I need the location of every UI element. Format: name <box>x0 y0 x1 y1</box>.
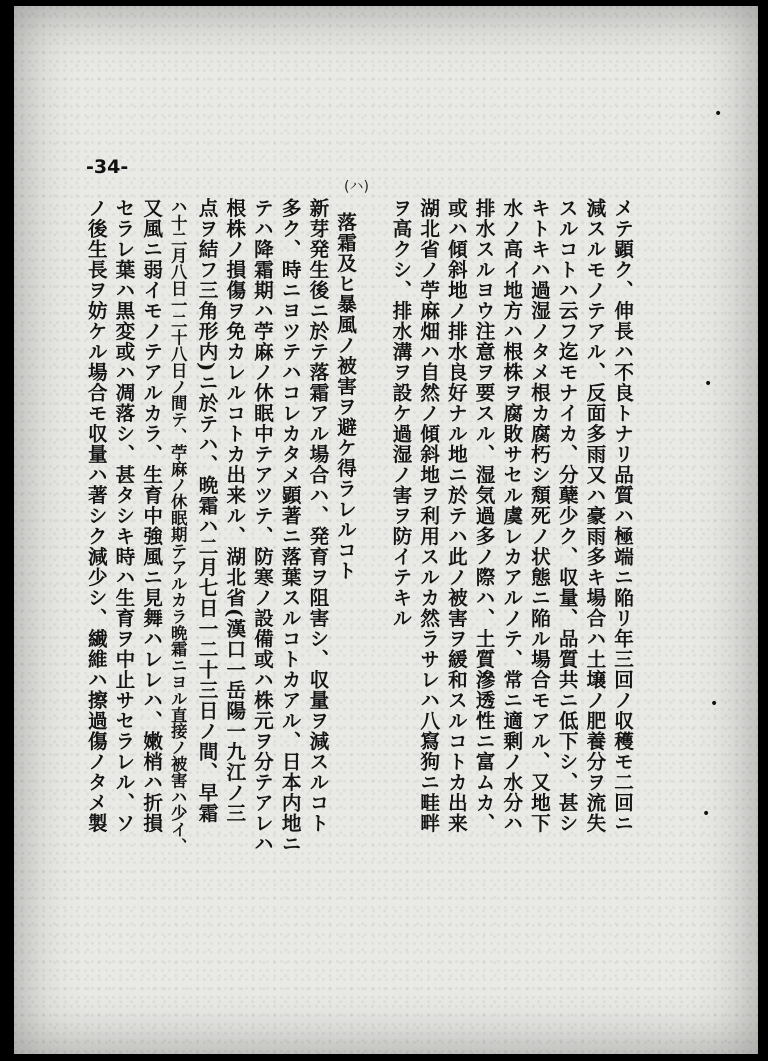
document-page <box>14 6 758 1054</box>
scan-speck: • <box>702 806 711 822</box>
page-number: -34- <box>86 156 129 178</box>
text-column: 又風ニ弱イモノテアルカラ、生育中強風ニ見舞ハレレハ、嫩梢ハ折損 <box>139 198 163 834</box>
text-column: テハ降霜期ハ苧麻ノ休眠中テアツテ、防寒ノ設備或ハ株元ヲ分テアレハ <box>250 198 274 854</box>
text-column: ハ十二月八日一二十八日ノ間テ、苧麻ノ休眠期テアルカラ晩霜ニヨル直接ノ被害ハ少イ、 <box>168 198 188 854</box>
text-column: セラレ葉ハ黒変或ハ凋落シ、甚タシキ時ハ生育ヲ中止サセラレル、ソ <box>111 198 135 834</box>
text-column: 根株ノ損傷ヲ免カレルコトカ出来ル、湖北省(漢口一岳陽一九江ノ三 <box>222 198 246 824</box>
text-column: 或ハ傾斜地ノ排水良好ナル地ニ於テハ此ノ被害ヲ緩和スルコトカ出来 <box>444 198 468 834</box>
text-column: 多ク、時ニヨツテハコレカタメ顕著ニ落葉スルコトカアル、日本内地ニ <box>278 198 302 854</box>
text-column: 湖北省ノ苧麻畑ハ自然ノ傾斜地ヲ利用スルカ然ラサレハ八寫狗ニ畦畔 <box>416 198 440 834</box>
text-column: ノ後生長ヲ妨ケル場合モ収量ハ著シク減少シ、繊維ハ擦過傷ノタメ製 <box>84 198 108 834</box>
text-column: スルコトハ云フ迄モナイカ、分蘖少ク、収量、品質共ニ低下シ、甚シ <box>555 198 579 834</box>
scan-speck: • <box>710 696 719 712</box>
text-column: 落霜及ヒ暴風ノ被害ヲ避ケ得ラレルコト <box>333 212 357 581</box>
text-column: 水ノ高イ地方ハ根株ヲ腐敗サセル虞レカアルノテ、常ニ適剰ノ水分ハ <box>499 198 523 834</box>
text-column: 点ヲ結フ三角形内)ニ於テハ、晩霜ハ二月七日一二十三日ノ間、早霜 <box>195 198 219 824</box>
scan-speck: • <box>704 376 713 392</box>
text-column: メテ顕ク、伸長ハ不良トナリ品質ハ極端ニ陥リ年三回ノ収穫モ二回ニ <box>610 198 634 834</box>
text-column: ヲ高クシ、排水溝ヲ設ケ過湿ノ害ヲ防イテキル <box>388 198 412 629</box>
text-column: 減スルモノテアル、反面多雨又ハ豪雨多キ場合ハ土壌ノ肥養分ヲ流失 <box>582 198 606 834</box>
text-column: 排水スルヨウ注意ヲ要スル、湿気過多ノ際ハ、土質滲透性ニ富ムカ、 <box>472 198 496 834</box>
section-mark: (ハ) <box>344 179 369 195</box>
text-column: キトキハ過湿ノタメ根カ腐朽シ頽死ノ状態ニ陥ル場合モアル、又地下 <box>527 198 551 834</box>
scan-speck: • <box>714 106 723 122</box>
text-column: 新芽発生後ニ於テ落霜アル場合ハ、発育ヲ阻害シ、収量ヲ減スルコト <box>305 198 329 834</box>
